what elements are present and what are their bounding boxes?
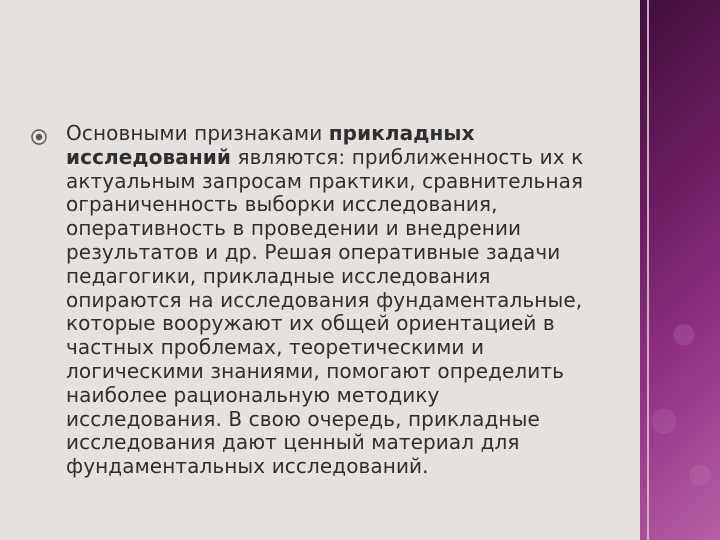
bullet-paragraph xyxy=(30,122,610,479)
bullet-text-part-2: являются: приближенность их к актуальным запросам практики, сравнительная ограниченность выборки исследования, оперативность в проведении и внедрении результатов и др. Решая оперативные задачи педагогики, прикладные исследования опираются на исследования фундаментальные, которые вооружают их общей ориентацией в частных проблемах, теоретическими и логическими знаниями, помогают определить наиболее рациональную методику исследования. В свою очередь, прикладные исследования дают ценный материал для фундаментальных исследований. xyxy=(66,144,584,479)
decorative-side-line xyxy=(647,0,649,540)
decorative-side-panel xyxy=(640,0,720,540)
radio-bullet-icon xyxy=(30,128,48,146)
bullet-text xyxy=(66,122,610,479)
bullet-text-part-1: Основными признаками xyxy=(66,121,329,145)
bullet-text-bold: прикладных исследований xyxy=(66,121,475,169)
